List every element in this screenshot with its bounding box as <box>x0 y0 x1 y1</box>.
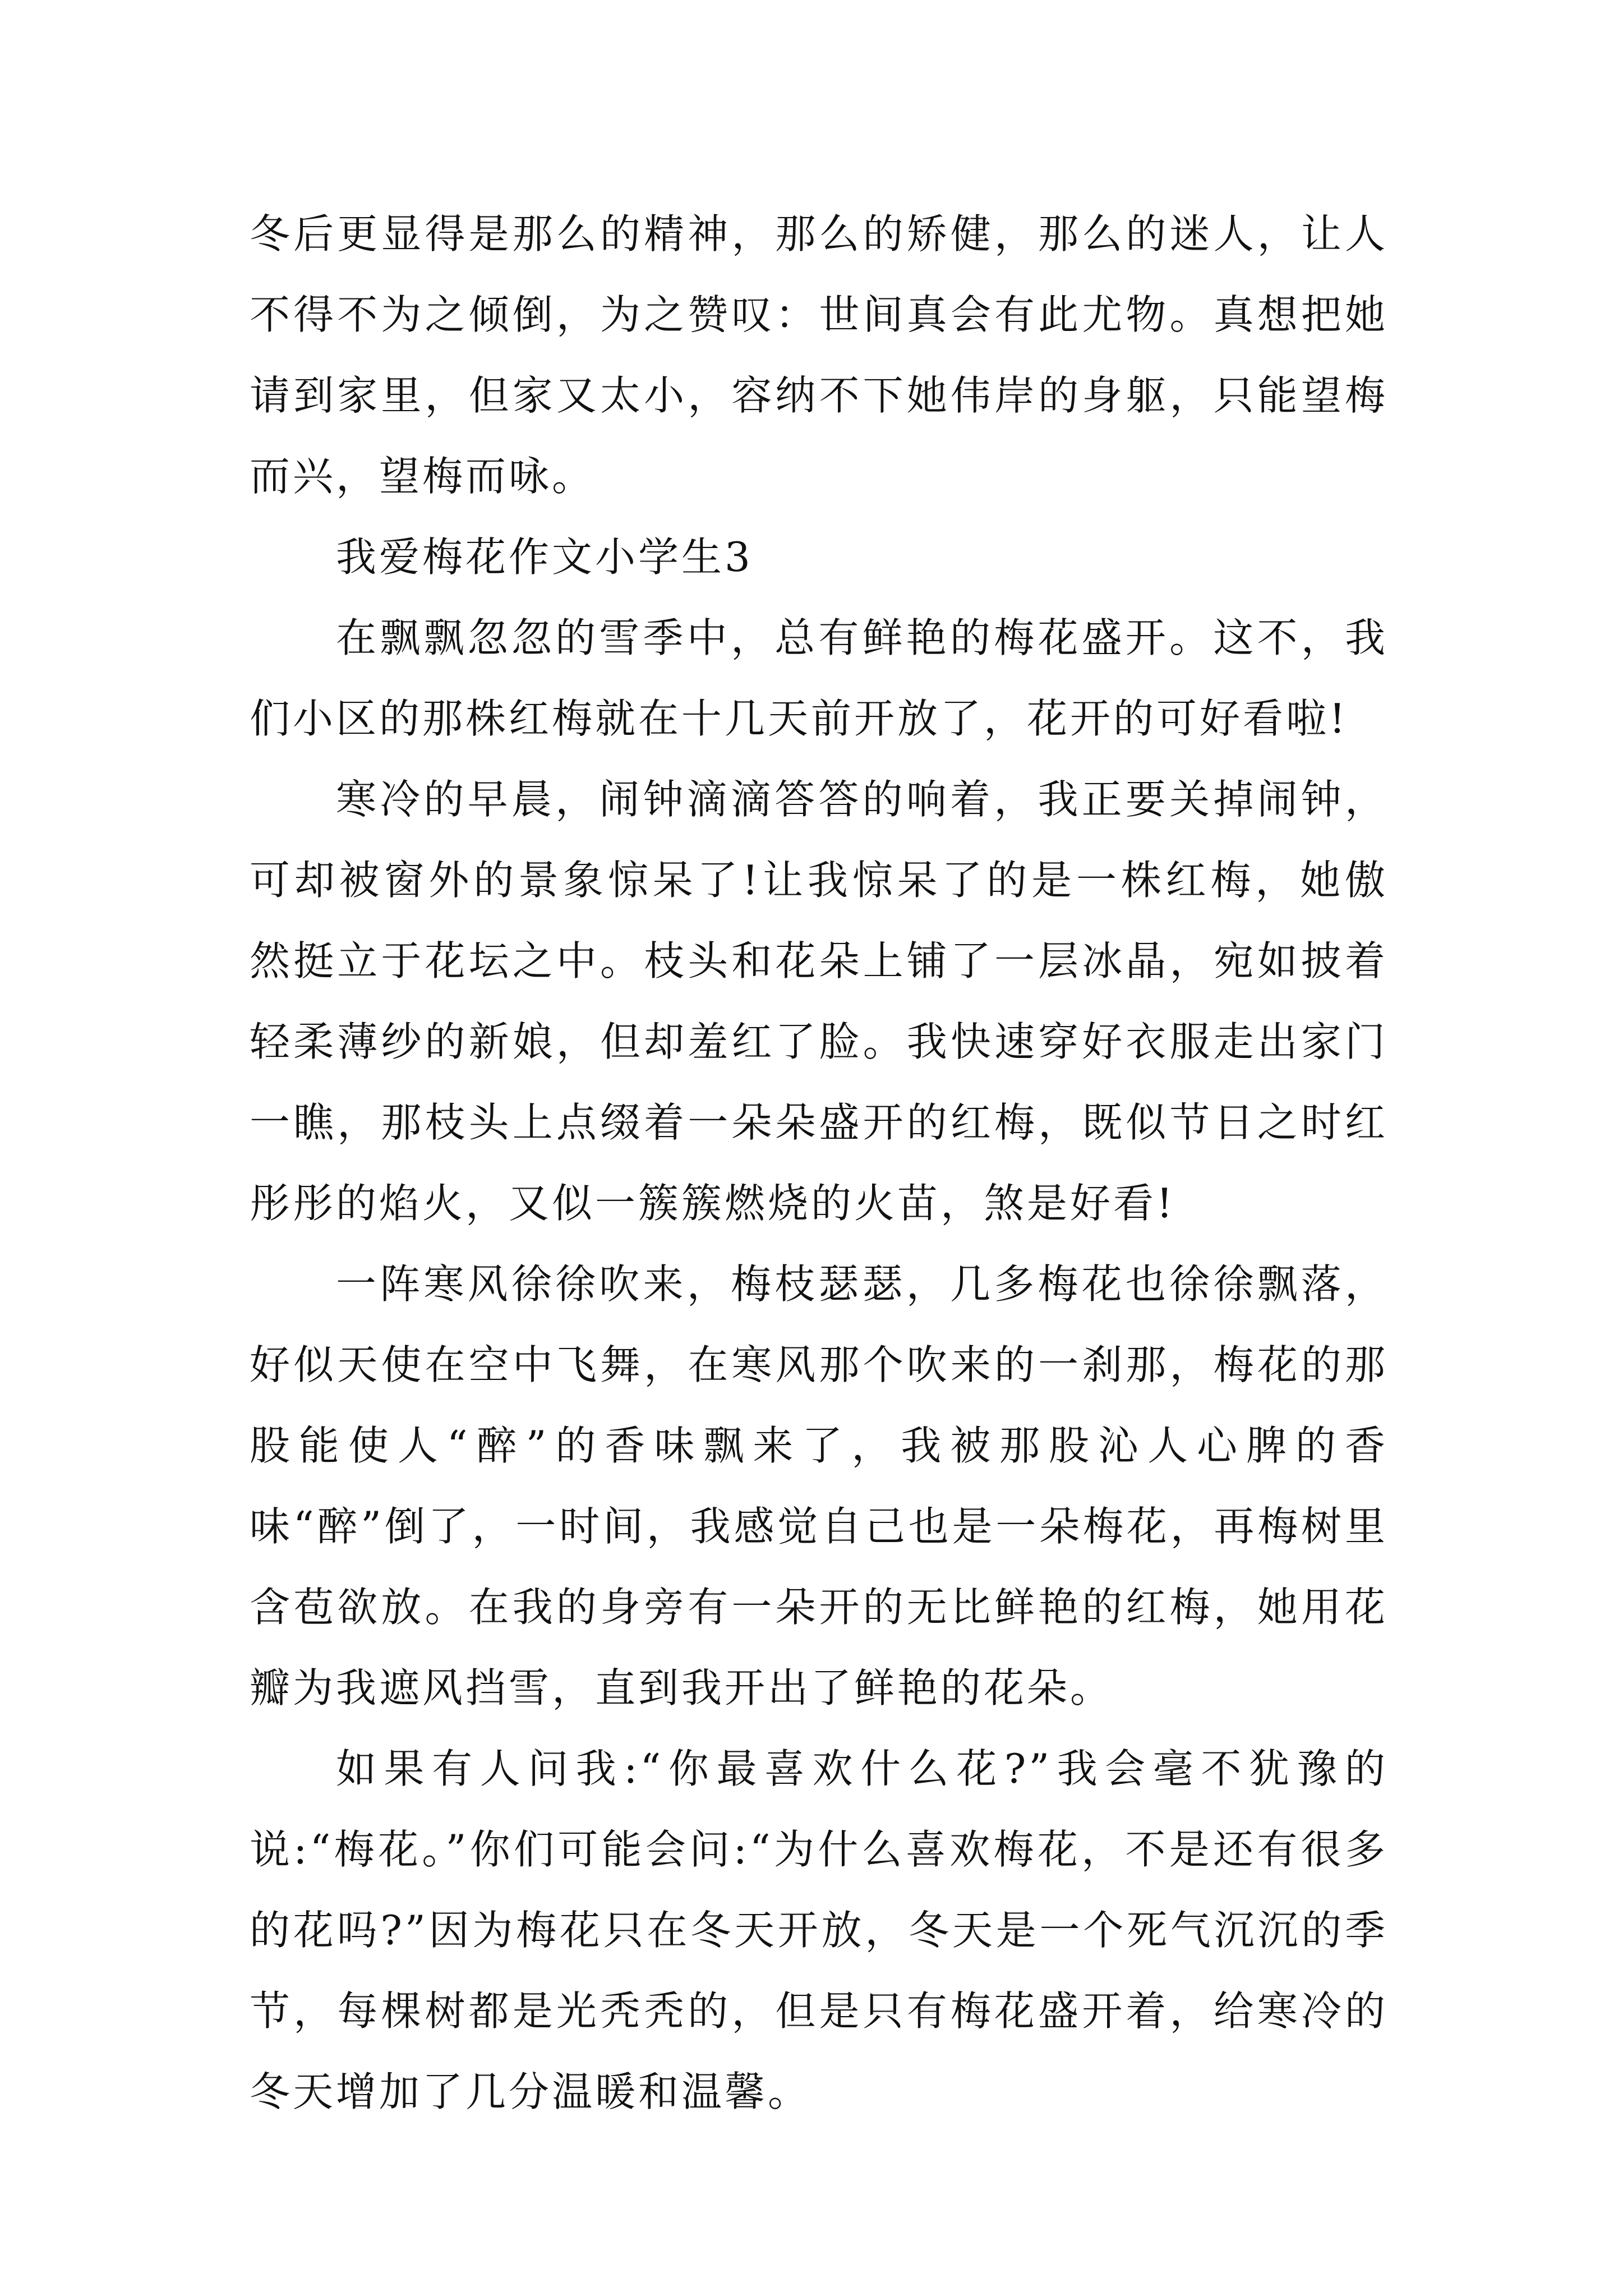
paragraph-1: 在飘飘忽忽的雪季中，总有鲜艳的梅花盛开。这不，我们小区的那株红梅就在十几天前开放了，花开的可好看啦! <box>250 614 1388 742</box>
paragraph-continuation: 冬后更显得是那么的精神，那么的矫健，那么的迷人，让人不得不为之倾倒，为之赞叹：世间真会有此尤物。真想把她请到家里，但家又太小，容纳不下她伟岸的身躯，只能望梅而兴，望梅而咏。 <box>250 210 1388 500</box>
paragraph-4: 如果有人问我:“你最喜欢什么花?”我会毫不犹豫的说:“梅花。”你们可能会问:“为什么喜欢梅花，不是还有很多的花吗?”因为梅花只在冬天开放，冬天是一个死气沉沉的季节，每棵树都是光秃秃的，但是只有梅花盛开着，给寒冷的冬天增加了几分温暖和温馨。 <box>250 1745 1388 2115</box>
paragraph-3: 一阵寒风徐徐吹来，梅枝瑟瑟，几多梅花也徐徐飘落，好似天使在空中飞舞，在寒风那个吹来的一刹那，梅花的那股能使人“醉”的香味飘来了，我被那股沁人心脾的香味“醉”倒了，一时间，我感觉自己也是一朵梅花，再梅树里含苞欲放。在我的身旁有一朵开的无比鲜艳的红梅，她用花瓣为我遮风挡雪，直到我开出了鲜艳的花朵。 <box>250 1260 1388 1711</box>
document-body <box>250 194 1388 2132</box>
section-heading: 我爱梅花作文小学生3 <box>336 533 753 581</box>
paragraph-2: 寒冷的早晨，闹钟滴滴答答的响着，我正要关掉闹钟，可却被窗外的景象惊呆了!让我惊呆了的是一株红梅，她傲然挺立于花坛之中。枝头和花朵上铺了一层冰晶，宛如披着轻柔薄纱的新娘，但却羞红了脸。我快速穿好衣服走出家门一瞧，那枝头上点缀着一朵朵盛开的红梅，既似节日之时红彤彤的焰火，又似一簇簇燃烧的火苗，煞是好看! <box>250 776 1388 1227</box>
